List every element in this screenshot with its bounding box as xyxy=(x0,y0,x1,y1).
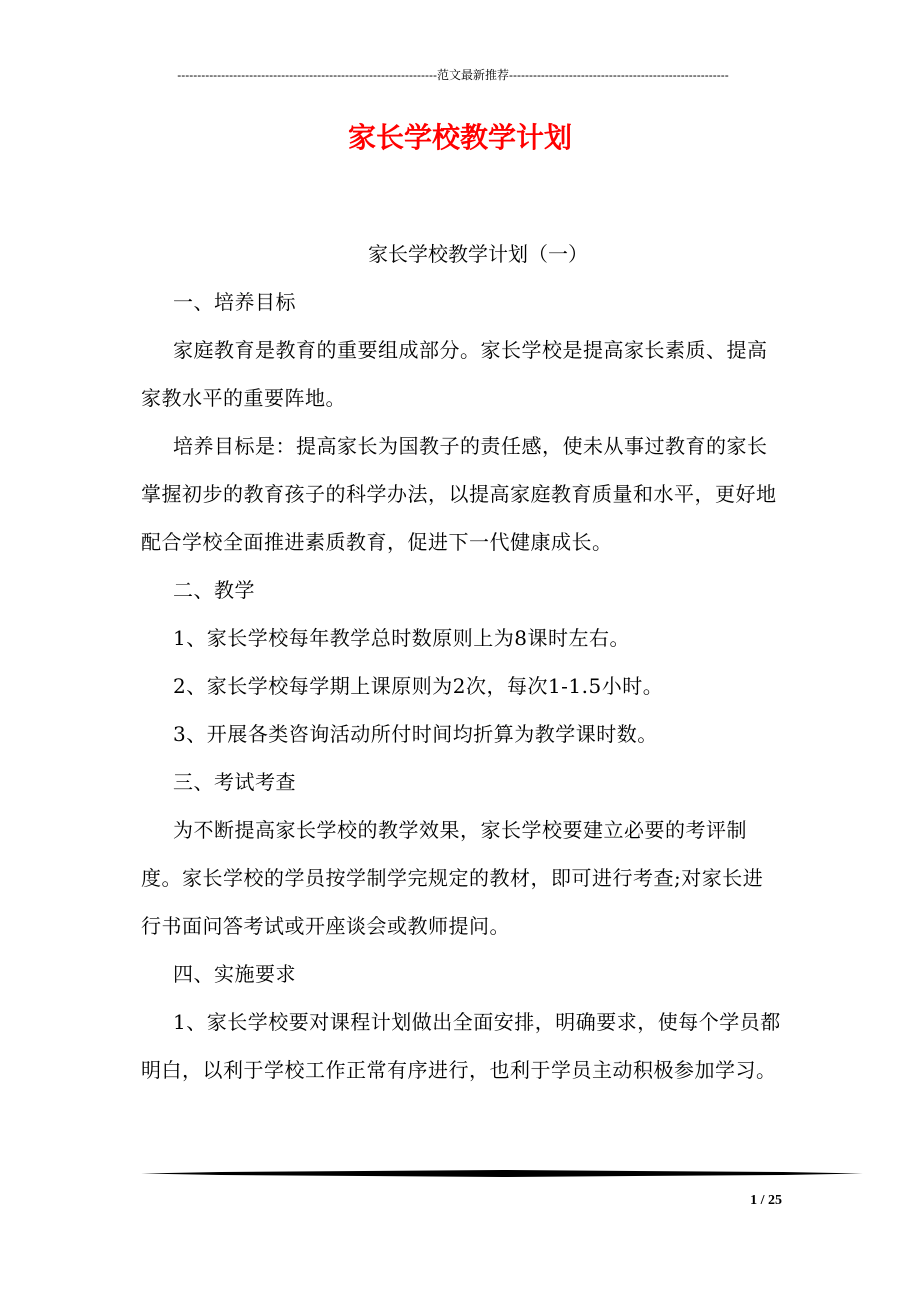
list-item: 3、开展各类咨询活动所付时间均折算为教学课时数。 xyxy=(173,722,658,746)
document-body xyxy=(141,230,781,1094)
heading-assessment: 三、考试考查 xyxy=(173,770,296,794)
heading-goals: 一、培养目标 xyxy=(173,290,296,314)
paragraph: 培养目标是：提高家长为国教子的责任感，使未从事过教育的家长掌握初步的教育孩子的科学办法，以提高家庭教育质量和水平，更好地配合学校全面推进素质教育，促进下一代健康成长。 xyxy=(141,434,777,554)
footer-divider xyxy=(141,1170,863,1177)
page-number: 1 / 25 xyxy=(750,1193,782,1208)
document-title: 家长学校教学计划 xyxy=(347,121,572,154)
list-item: 1、家长学校每年教学总时数原则上为8课时左右。 xyxy=(173,626,630,650)
header-banner: -----------------------------------------------------------------范文最新推荐------------------------------------------------------- xyxy=(177,68,729,82)
section-subtitle: 家长学校教学计划（一） xyxy=(368,242,588,266)
paragraph: 为不断提高家长学校的教学效果，家长学校要建立必要的考评制度。家长学校的学员按学制学完规定的教材，即可进行考查;对家长进行书面问答考试或开座谈会或教师提问。 xyxy=(141,818,764,938)
paragraph: 家庭教育是教育的重要组成部分。家长学校是提高家长素质、提高家教水平的重要阵地。 xyxy=(141,338,768,410)
heading-requirements: 四、实施要求 xyxy=(173,962,296,986)
list-item: 2、家长学校每学期上课原则为2次，每次1-1.5小时。 xyxy=(173,674,664,698)
heading-teaching: 二、教学 xyxy=(173,578,255,602)
list-item: 1、家长学校要对课程计划做出全面安排，明确要求，使每个学员都明白，以利于学校工作正常有序进行，也利于学员主动积极参加学习。 xyxy=(141,1010,781,1082)
